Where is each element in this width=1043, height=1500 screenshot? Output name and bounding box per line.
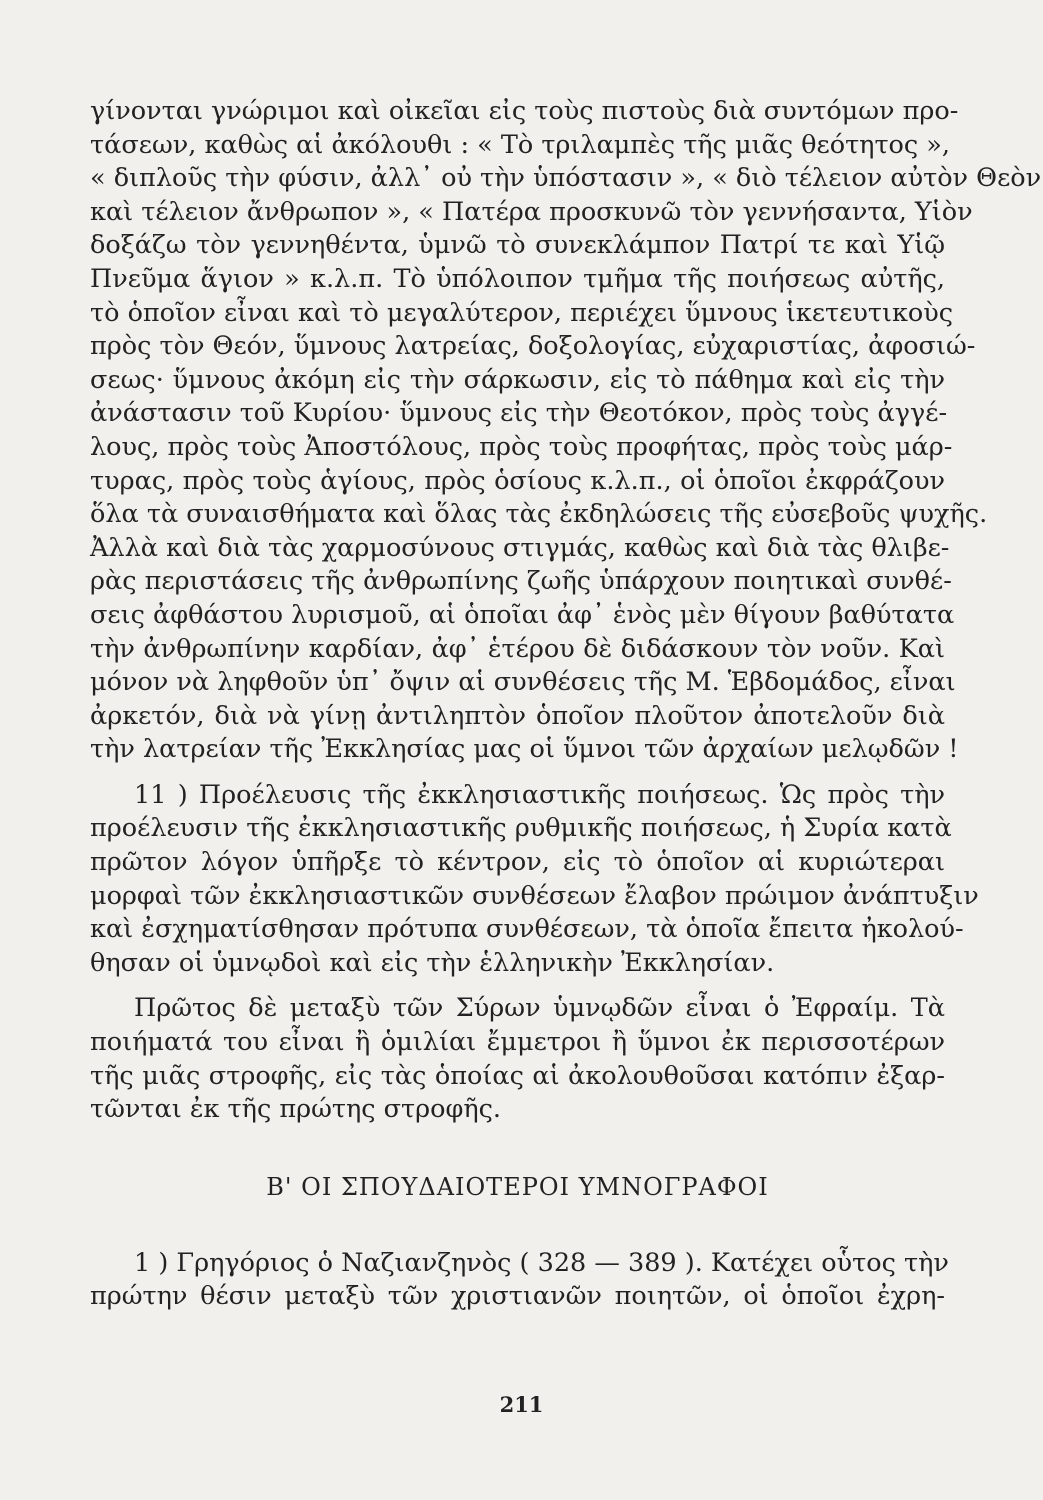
text-line: μορφαὶ τῶν ἐκκλησιαστικῶν συνθέσεων ἔλαβον πρώιμον ἀνάπτυξιν [90,880,979,911]
text-line: τυρας, πρὸς τοὺς ἁγίους, πρὸς ὁσίους κ.λ.π., οἱ ὁποῖοι ἐκφράζουν [90,465,945,496]
text-line: ἀνάστασιν τοῦ Κυρίου· ὕμνους εἰς τὴν Θεοτόκον, πρὸς τοὺς ἀγγέ- [90,398,948,429]
text-line: πρῶτον λόγον ὑπῆρξε τὸ κέντρον, εἰς τὸ ὁποῖον αἱ κυριώτεραι [90,847,945,878]
text-line: ὅλα τὰ συναισθήματα καὶ ὅλας τὰς ἐκδηλώσεις τῆς εὐσεβοῦς ψυχῆς. [90,499,988,530]
text-line: τὸ ὁποῖον εἶναι καὶ τὸ μεγαλύτερον, περιέχει ὕμνους ἱκετευτικοὺς [90,297,954,328]
text-line: τῆς μιᾶς στροφῆς, εἰς τὰς ὁποίας αἱ ἀκολουθοῦσαι κατόπιν ἐξαρ- [90,1060,945,1091]
text-line: τὴν ἀνθρωπίνην καρδίαν, ἀφ᾿ ἑτέρου δὲ διδάσκουν τὸν νοῦν. Καὶ [90,633,945,664]
text-line: καὶ ἐσχηματίσθησαν πρότυπα συνθέσεων, τὰ ὁποῖα ἔπειτα ἠκολού- [90,914,964,945]
text-line: ρὰς περιστάσεις τῆς ἀνθρωπίνης ζωῆς ὑπάρχουν ποιητικαὶ συνθέ- [90,566,952,597]
page-number: 211 [499,1392,544,1417]
text-line: πρὸς τὸν Θεόν, ὕμνους λατρείας, δοξολογίας, εὐχαριστίας, ἀφοσιώ- [90,331,976,362]
section-gap [90,1127,945,1167]
text-line: λους, πρὸς τοὺς Ἀποστόλους, πρὸς τοὺς προφήτας, πρὸς τοὺς μάρ- [90,431,953,462]
text-line: Ἀλλὰ καὶ διὰ τὰς χαρμοσύνους στιγμάς, καθὼς καὶ διὰ τὰς θλιβε- [90,532,950,563]
text-line: ἀρκετόν, διὰ νὰ γίνῃ ἀντιληπτὸν ὁποῖον πλοῦτον ἀποτελοῦν διὰ [90,700,945,731]
text-line: τάσεων, καθὼς αἱ ἀκόλουθι : « Τὸ τριλαμπὲς τῆς μιᾶς θεότητος », [90,129,951,160]
text-line: σεως· ὕμνους ἀκόμη εἰς τὴν σάρκωσιν, εἰς τὸ πάθημα καὶ εἰς τὴν [90,364,945,395]
text-line: ποιήματά του εἶναι ἢ ὁμιλίαι ἔμμετροι ἢ ὕμνοι ἐκ περισσοτέρων [90,1027,945,1058]
text-line: δοξάζω τὸν γεννηθέντα, ὑμνῶ τὸ συνεκλάμπον Πατρί τε καὶ Υἱῷ [90,230,945,261]
text-line: Πνεῦμα ἅγιον » κ.λ.π. Τὸ ὑπόλοιπον τμῆμα τῆς ποιήσεως αὐτῆς, [90,263,945,294]
section-gap [90,1207,945,1247]
text-line: προέλευσιν τῆς ἐκκλησιαστικῆς ρυθμικῆς ποιήσεως, ἡ Συρία κατὰ [90,813,952,844]
text-line: μόνον νὰ ληφθοῦν ὑπ᾿ ὄψιν αἱ συνθέσεις τῆς Μ. Ἑβδομάδος, εἶναι [90,667,956,698]
section-11-heading-line: 11 ) Προέλευσις τῆς ἐκκλησιαστικῆς ποιήσεως. Ὡς πρὸς τὴν [134,779,945,810]
text-line: τὴν λατρείαν τῆς Ἐκκλησίας μας οἱ ὕμνοι τῶν ἀρχαίων μελῳδῶν ! [90,734,959,765]
body-text [90,95,1042,1314]
text-line: θησαν οἱ ὑμνῳδοὶ καὶ εἰς τὴν ἑλληνικὴν Ἐκκλησίαν. [90,947,775,978]
paragraph-gap [90,767,945,779]
paragraph-gap [90,980,945,992]
text-line: « διπλοῦς τὴν φύσιν, ἀλλ᾿ οὐ τὴν ὑπόστασιν », « διὸ τέλειον αὐτὸν Θεὸν [90,163,1042,194]
text-line: γίνονται γνώριμοι καὶ οἰκεῖαι εἰς τοὺς πιστοὺς διὰ συντόμων προ- [90,96,959,126]
text-line: Πρῶτος δὲ μεταξὺ τῶν Σύρων ὑμνῳδῶν εἶναι ὁ Ἐφραίμ. Τὰ [134,993,945,1024]
text-line: πρώτην θέσιν μεταξὺ τῶν χριστιανῶν ποιητῶν, οἱ ὁποῖοι ἐχρη- [90,1281,945,1312]
text-line: σεις ἀφθάστου λυρισμοῦ, αἱ ὁποῖαι ἀφ᾿ ἑνὸς μὲν θίγουν βαθύτατα [90,599,955,630]
text-line: 1 ) Γρηγόριος ὁ Ναζιανζηνὸς ( 328 — 389 ). Κατέχει οὗτος τὴν [134,1247,949,1278]
text-line: καὶ τέλειον ἄνθρωπον », « Πατέρα προσκυνῶ τὸν γεννήσαντα, Υἱὸν [90,196,973,227]
text-line: τῶνται ἐκ τῆς πρώτης στροφῆς. [90,1094,502,1125]
section-heading: Β' ΟΙ ΣΠΟΥΔΑΙΟΤΕΡΟΙ ΥΜΝΟΓΡΑΦΟΙ [266,1172,769,1201]
